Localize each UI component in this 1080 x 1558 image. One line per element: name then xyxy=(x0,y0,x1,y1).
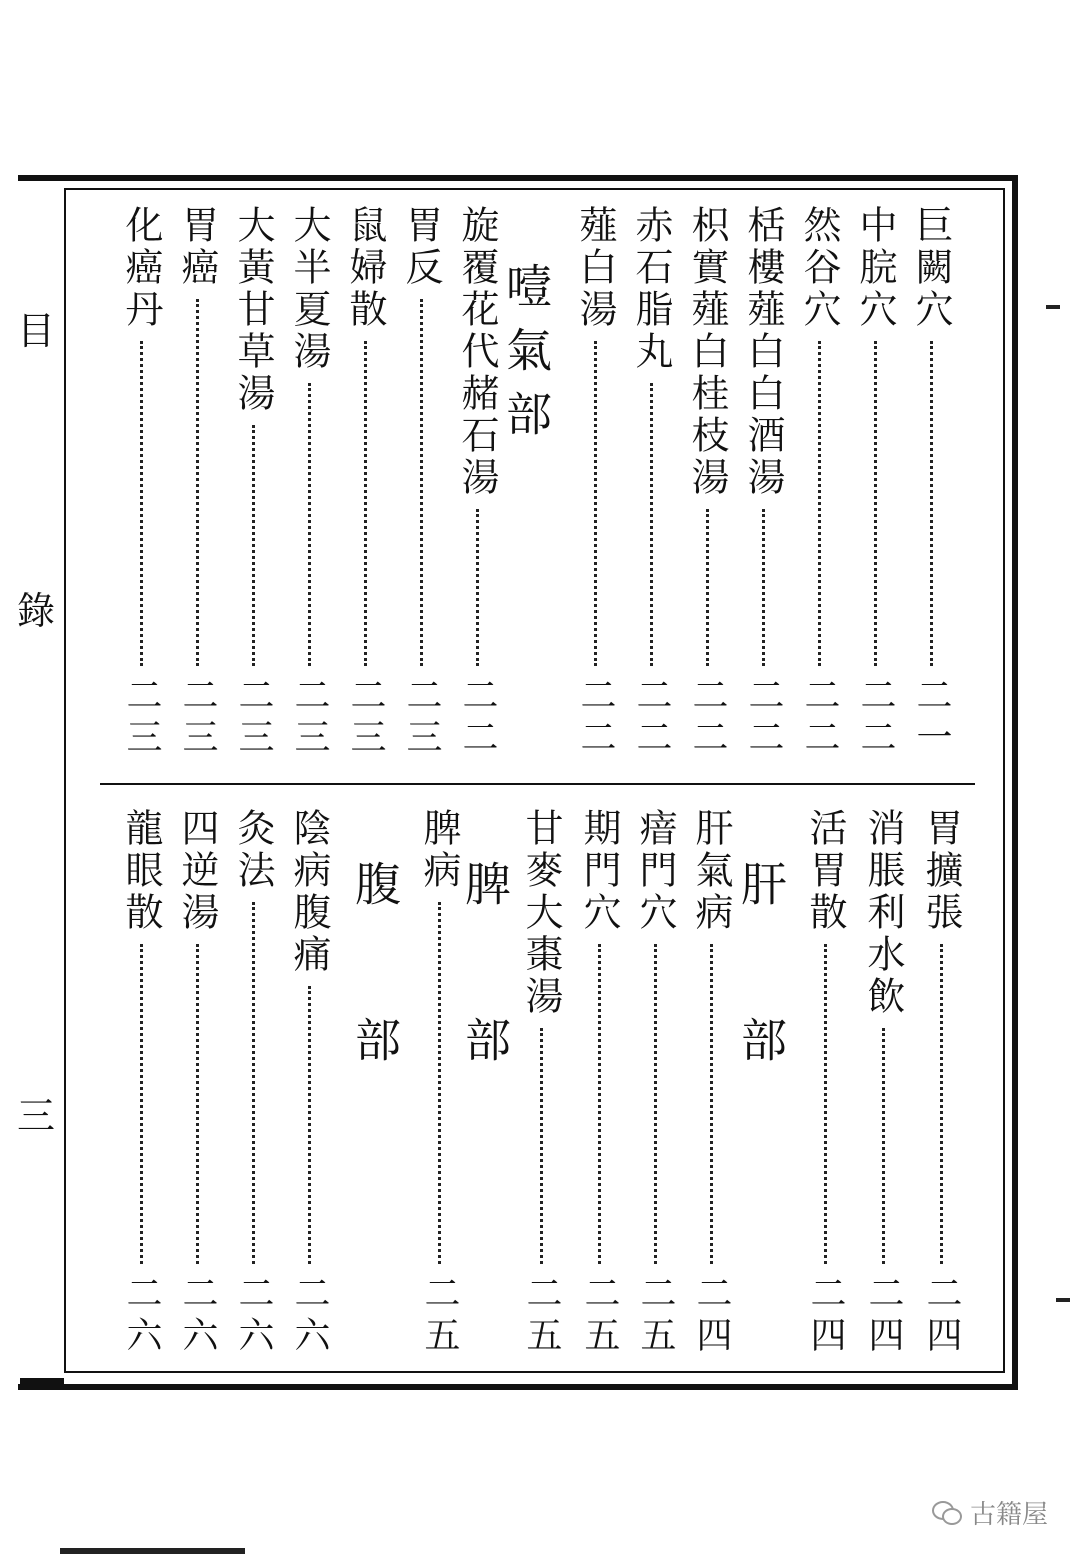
leader-dots xyxy=(930,341,933,666)
frame-bottom-left-edge xyxy=(20,1378,64,1384)
entry-title: 然谷穴 xyxy=(797,205,841,331)
entry-page: 二五 xyxy=(521,1274,562,1358)
entry-title: 瘖門穴 xyxy=(633,808,677,934)
entry-title: 大黃甘草湯 xyxy=(231,205,275,415)
leader-dots xyxy=(476,509,479,666)
entry-title: 大半夏湯 xyxy=(287,205,331,373)
entry-page: 二二 xyxy=(457,676,498,760)
entry-title: 化癌丹 xyxy=(119,205,163,331)
leader-dots xyxy=(818,341,821,666)
scan-mark xyxy=(1056,1298,1070,1302)
entry-page: 二三 xyxy=(289,676,330,760)
toc-entry[interactable] xyxy=(850,205,900,760)
leader-dots xyxy=(140,944,143,1264)
toc-entry[interactable] xyxy=(228,205,278,760)
leader-dots xyxy=(824,944,827,1264)
entry-title: 中脘穴 xyxy=(853,205,897,331)
entry-page: 二二 xyxy=(687,676,728,760)
leader-dots xyxy=(940,944,943,1264)
entry-title: 栝樓薤白白酒湯 xyxy=(741,205,785,499)
toc-entry[interactable] xyxy=(228,808,278,1358)
entry-title: 肝氣病 xyxy=(689,808,733,934)
toc-entry[interactable] xyxy=(858,808,908,1358)
leader-dots xyxy=(420,299,423,666)
watermark-text: 古籍屋 xyxy=(970,1500,1049,1530)
toc-entry[interactable] xyxy=(396,205,446,760)
entry-page: 二二 xyxy=(631,676,672,760)
leader-dots xyxy=(252,425,255,666)
leader-dots xyxy=(140,341,143,666)
entry-page: 二五 xyxy=(579,1274,620,1358)
entry-page: 二四 xyxy=(691,1274,732,1358)
entry-title: 活胃散 xyxy=(803,808,847,934)
entry-title: 四逆湯 xyxy=(175,808,219,934)
toc-entry[interactable] xyxy=(630,808,680,1358)
leader-dots xyxy=(540,1028,543,1264)
entry-title: 赤石脂丸 xyxy=(629,205,673,373)
entry-title: 鼠婦散 xyxy=(343,205,387,331)
toc-entry[interactable] xyxy=(284,205,334,760)
leader-dots xyxy=(762,509,765,666)
watermark xyxy=(932,1494,1048,1531)
register-divider xyxy=(100,783,975,785)
toc-entry[interactable] xyxy=(452,205,502,760)
margin-page-number: 三 xyxy=(16,1094,55,1138)
toc-entry[interactable] xyxy=(916,808,966,1358)
entry-page: 二六 xyxy=(177,1274,218,1358)
leader-dots xyxy=(710,944,713,1264)
toc-entry[interactable] xyxy=(516,808,566,1358)
entry-page: 二四 xyxy=(921,1274,962,1358)
section-heading-fu: 腹部 xyxy=(348,860,402,1172)
leader-dots xyxy=(308,383,311,666)
entry-title: 旋覆花代赭石湯 xyxy=(455,205,499,499)
scan-mark xyxy=(1046,305,1060,309)
leader-dots xyxy=(308,986,311,1264)
entry-page: 二三 xyxy=(345,676,386,760)
entry-title: 消脹利水飲 xyxy=(861,808,905,1018)
section-heading-yi-qi: 噎氣部 xyxy=(499,262,553,454)
toc-entry[interactable] xyxy=(172,808,222,1358)
leader-dots xyxy=(196,299,199,666)
entry-page: 二三 xyxy=(401,676,442,760)
wechat-icon xyxy=(932,1501,962,1525)
entry-page: 二六 xyxy=(289,1274,330,1358)
toc-entry[interactable] xyxy=(800,808,850,1358)
leader-dots xyxy=(650,383,653,666)
toc-entry[interactable] xyxy=(738,205,788,760)
entry-title: 期門穴 xyxy=(577,808,621,934)
toc-entry[interactable] xyxy=(116,808,166,1358)
leader-dots xyxy=(594,341,597,666)
toc-entry[interactable] xyxy=(172,205,222,760)
entry-title: 枳實薤白桂枝湯 xyxy=(685,205,729,499)
toc-entry[interactable] xyxy=(686,808,736,1358)
leader-dots xyxy=(196,944,199,1264)
margin-char-lu: 錄 xyxy=(16,589,55,633)
toc-entry[interactable] xyxy=(414,808,464,1358)
entry-page: 二四 xyxy=(805,1274,846,1358)
section-heading-pi: 脾部 xyxy=(458,860,512,1172)
entry-page: 二二 xyxy=(575,676,616,760)
entry-page: 二二 xyxy=(855,676,896,760)
leader-dots xyxy=(598,944,601,1264)
margin-char-mu: 目 xyxy=(16,309,55,353)
toc-entry[interactable] xyxy=(574,808,624,1358)
bottom-edge-scrap xyxy=(60,1548,245,1554)
leader-dots xyxy=(364,341,367,666)
entry-page: 二三 xyxy=(121,676,162,760)
entry-page: 二六 xyxy=(233,1274,274,1358)
leader-dots xyxy=(874,341,877,666)
section-heading-gan: 肝部 xyxy=(734,860,788,1172)
entry-page: 二五 xyxy=(635,1274,676,1358)
leader-dots xyxy=(438,902,441,1264)
entry-page: 二五 xyxy=(419,1274,460,1358)
toc-entry[interactable] xyxy=(340,205,390,760)
entry-page: 二二 xyxy=(799,676,840,760)
leader-dots xyxy=(706,509,709,666)
entry-title: 龍眼散 xyxy=(119,808,163,934)
toc-entry[interactable] xyxy=(626,205,676,760)
entry-title: 胃反 xyxy=(399,205,443,289)
entry-title: 巨闕穴 xyxy=(909,205,953,331)
leader-dots xyxy=(882,1028,885,1264)
toc-entry[interactable] xyxy=(682,205,732,760)
toc-entry[interactable] xyxy=(284,808,334,1358)
entry-title: 陰病腹痛 xyxy=(287,808,331,976)
entry-title: 薤白湯 xyxy=(573,205,617,331)
entry-title: 灸法 xyxy=(231,808,275,892)
leader-dots xyxy=(654,944,657,1264)
entry-page: 二一 xyxy=(911,676,952,760)
entry-title: 胃擴張 xyxy=(919,808,963,934)
entry-page: 二二 xyxy=(743,676,784,760)
toc-entry[interactable] xyxy=(794,205,844,760)
entry-page: 二四 xyxy=(863,1274,904,1358)
entry-title: 甘麥大棗湯 xyxy=(519,808,563,1018)
toc-entry[interactable] xyxy=(906,205,956,760)
toc-entry[interactable] xyxy=(116,205,166,760)
entry-title: 胃癌 xyxy=(175,205,219,289)
entry-page: 二六 xyxy=(121,1274,162,1358)
entry-page: 二三 xyxy=(177,676,218,760)
toc-entry[interactable] xyxy=(570,205,620,760)
entry-title: 脾病 xyxy=(417,808,461,892)
leader-dots xyxy=(252,902,255,1264)
entry-page: 二三 xyxy=(233,676,274,760)
